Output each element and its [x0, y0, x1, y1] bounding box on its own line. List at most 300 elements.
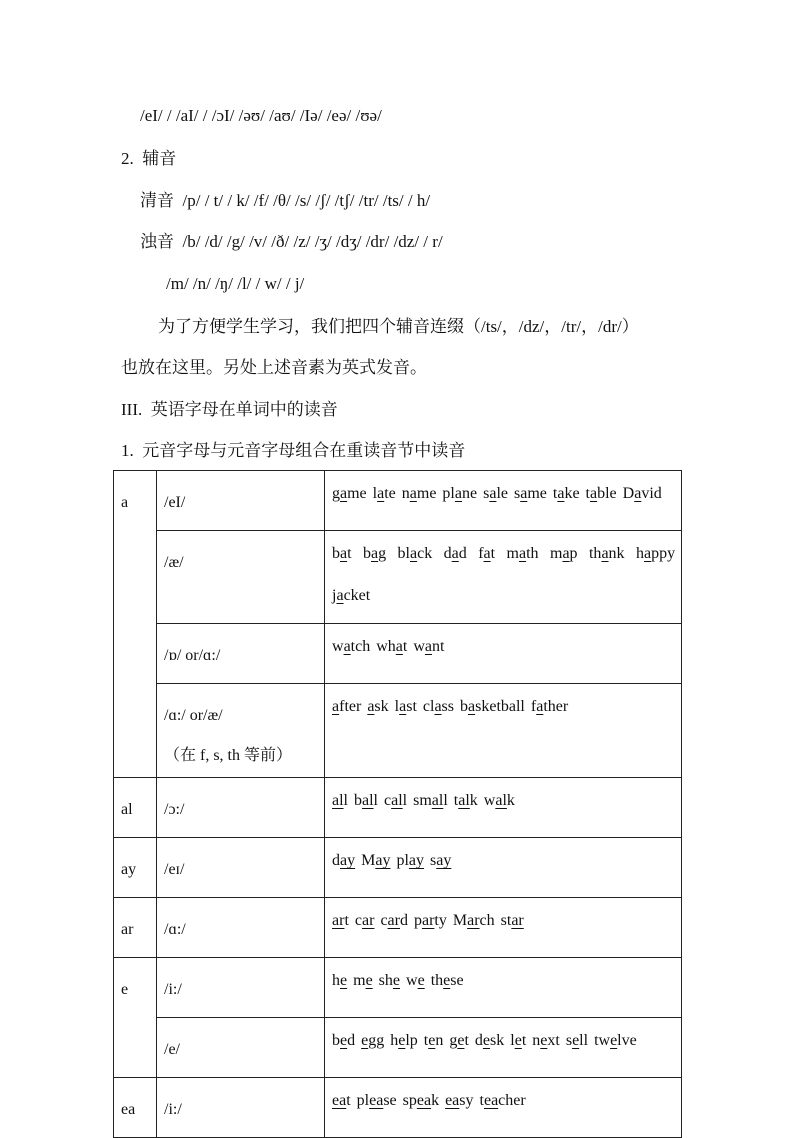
word-part: fter — [339, 698, 362, 715]
word-part: d — [443, 545, 452, 562]
table-row — [114, 838, 682, 898]
word-part: s — [513, 485, 521, 502]
word-part: t — [347, 545, 352, 562]
underlined-letters: e — [514, 1032, 522, 1049]
word-part: b — [460, 698, 468, 715]
voiceless-phonemes: /p/ / t/ / k/ /f/ /θ/ /s/ /ʃ/ /tʃ/ /tr/ /ts/ / h/ — [182, 191, 431, 210]
table-row — [114, 1018, 682, 1078]
sound-cell — [157, 838, 325, 898]
sound-text: /æ/ — [164, 554, 184, 571]
word-part: b — [332, 1032, 340, 1049]
underlined-letters: e — [361, 1032, 369, 1049]
word-part: ll — [579, 1032, 589, 1049]
word-part: c — [354, 912, 362, 929]
sound-cell — [157, 778, 325, 838]
word-part: w — [406, 972, 418, 989]
section-title: 英语字母在单词中的读音 — [150, 400, 338, 419]
example-words-cell — [325, 624, 682, 684]
underlined-letters: al — [495, 792, 507, 809]
underlined-letters: a — [434, 698, 442, 715]
example-word — [480, 1092, 526, 1109]
word-part: n — [401, 485, 410, 502]
example-word — [586, 485, 617, 502]
example-word — [431, 972, 464, 989]
underlined-letters: a — [468, 698, 476, 715]
underlined-letters: a — [451, 545, 459, 562]
sound-cell — [157, 684, 325, 778]
example-word — [361, 852, 390, 869]
word-part: me — [347, 485, 367, 502]
example-word — [384, 792, 407, 809]
example-word — [589, 545, 625, 562]
word-part: t — [464, 1032, 469, 1049]
example-words-cell — [325, 958, 682, 1018]
word-part: me — [416, 485, 437, 502]
word-part: ck — [417, 545, 433, 562]
underlined-letters: a — [340, 545, 348, 562]
example-word — [475, 1032, 504, 1049]
underlined-letters: e — [482, 1032, 491, 1049]
underlined-letters: ea — [369, 1092, 384, 1109]
underlined-letters: a — [601, 545, 609, 562]
letter-cell: ea — [114, 1078, 157, 1138]
letter-cell: al — [114, 778, 157, 838]
example-word — [332, 972, 347, 989]
underlined-letters: e — [540, 1032, 548, 1049]
underlined-letters: a — [371, 545, 379, 562]
word-part: nt — [432, 638, 445, 655]
example-word — [332, 852, 355, 869]
word-part: se — [450, 972, 464, 989]
example-word — [531, 698, 568, 715]
underlined-letters: ar — [332, 912, 345, 929]
example-word — [332, 1092, 351, 1109]
table-row — [114, 778, 682, 838]
example-word — [367, 698, 388, 715]
example-word — [442, 485, 477, 502]
word-part: f — [478, 545, 484, 562]
underlined-letters: e — [572, 1032, 580, 1049]
section-number: 2. — [121, 149, 134, 168]
underlined-letters: a — [409, 485, 417, 502]
sound-cell — [157, 1078, 325, 1138]
word-part: s — [483, 485, 490, 502]
word-part: sh — [378, 972, 393, 989]
section-number: III. — [121, 400, 143, 419]
table-row — [114, 531, 682, 624]
word-part: l — [373, 792, 378, 809]
example-word — [483, 485, 508, 502]
underlined-letters: e — [398, 1032, 406, 1049]
example-word — [636, 545, 675, 562]
voiceless-label: 清音 — [140, 191, 174, 210]
example-word — [406, 972, 425, 989]
word-part: vid — [641, 485, 662, 502]
word-part: st — [500, 912, 512, 929]
word-part: g — [332, 485, 340, 502]
underlined-letters: ar — [421, 912, 435, 929]
word-part: t — [423, 1032, 429, 1049]
underlined-letters: a — [336, 587, 344, 604]
word-part: b — [332, 545, 340, 562]
voiced-consonants-line — [140, 231, 443, 253]
underlined-letters: ar — [511, 912, 524, 929]
example-word — [413, 638, 444, 655]
underlined-letters: a — [562, 545, 570, 562]
word-part: p — [413, 912, 422, 929]
word-part: h — [332, 972, 340, 989]
sound-cell — [157, 898, 325, 958]
letter-cell: a — [114, 471, 157, 778]
word-part: ther — [543, 698, 569, 715]
word-part: ty — [434, 912, 447, 929]
word-part: le — [496, 485, 508, 502]
sound-cell — [157, 531, 325, 624]
example-word — [553, 485, 580, 502]
example-word — [396, 852, 424, 869]
word-part: cher — [498, 1092, 526, 1109]
example-word — [379, 972, 400, 989]
word-part: M — [452, 912, 468, 929]
example-words-cell — [325, 531, 682, 624]
word-part: te — [384, 485, 396, 502]
word-part: s — [430, 852, 437, 869]
table-row — [114, 898, 682, 958]
example-word — [445, 1092, 473, 1109]
word-part: tch — [350, 638, 371, 655]
word-part: n — [435, 1032, 444, 1049]
underlined-letters: e — [417, 972, 425, 989]
underlined-letters: a — [634, 485, 642, 502]
underlined-letters: ea — [416, 1092, 432, 1109]
word-part: gg — [368, 1032, 385, 1049]
word-part: k — [469, 792, 478, 809]
underlined-letters: a — [520, 485, 528, 502]
vowel-phoneme-line: /eI/ / /aI/ / /ɔI/ /əʊ/ /aʊ/ /Iə/ /eə/ /ʊə/ — [140, 106, 382, 125]
sound-cell — [157, 958, 325, 1018]
example-word — [566, 1032, 588, 1049]
example-word — [332, 792, 348, 809]
word-part: w — [332, 638, 344, 655]
underlined-letters: e — [610, 1032, 618, 1049]
underlined-letters: e — [428, 1032, 436, 1049]
word-part: d — [474, 1032, 483, 1049]
word-part: d — [399, 912, 408, 929]
word-part: xt — [547, 1032, 560, 1049]
underlined-letters: ay — [436, 852, 452, 869]
underlined-letters: ay — [408, 852, 425, 869]
word-part: l — [343, 792, 348, 809]
example-word — [332, 638, 370, 655]
example-word — [376, 638, 407, 655]
sound-text: /i:/ — [164, 981, 182, 998]
word-part: k — [506, 792, 515, 809]
letter-cell: ar — [114, 898, 157, 958]
word-part: l — [394, 698, 400, 715]
word-part: b — [363, 545, 371, 562]
word-part: t — [453, 792, 459, 809]
example-word — [357, 1092, 397, 1109]
underlined-letters: ay — [340, 852, 356, 869]
underlined-letters: ar — [387, 912, 400, 929]
example-word — [380, 912, 408, 929]
sound-text: /ɔ:/ — [164, 801, 185, 818]
word-part: w — [483, 792, 496, 809]
example-word — [332, 1032, 355, 1049]
word-part: l — [402, 792, 408, 809]
word-part: s — [565, 1032, 573, 1049]
underlined-letters: ea — [332, 1092, 347, 1109]
underlined-letters: ar — [467, 912, 480, 929]
word-part: j — [332, 587, 337, 604]
example-word — [363, 545, 386, 562]
sound-text: /ɒ/ or/ɑ:/ — [164, 647, 221, 664]
example-word — [332, 912, 349, 929]
sound-text: /eI/ — [164, 494, 186, 511]
word-part: sm — [413, 792, 432, 809]
sound-text: /i:/ — [164, 1101, 182, 1118]
underlined-letters: a — [332, 698, 340, 715]
underlined-letters: a — [399, 698, 407, 715]
underlined-letters: al — [391, 792, 403, 809]
word-part: d — [458, 545, 467, 562]
word-part: lve — [617, 1032, 637, 1049]
word-part: l — [510, 1032, 515, 1049]
word-part: w — [413, 638, 425, 655]
word-part: sk — [374, 698, 389, 715]
word-part: se — [383, 1092, 397, 1109]
word-part: p — [569, 545, 578, 562]
word-part: th — [430, 972, 444, 989]
underlined-letters: ea — [483, 1092, 499, 1109]
example-words-cell — [325, 1078, 682, 1138]
subsection-number: 1. — [121, 441, 134, 460]
underlined-letters: ar — [362, 912, 375, 929]
underlined-letters: a — [343, 638, 351, 655]
word-part: M — [361, 852, 376, 869]
word-part: b — [354, 792, 362, 809]
underlined-letters: ay — [375, 852, 391, 869]
voiced-phonemes: /b/ /d/ /g/ /v/ /ð/ /z/ /ʒ/ /dʒ/ /dr/ /dz/ / r/ — [182, 232, 443, 251]
example-words-cell — [325, 838, 682, 898]
word-part: d — [347, 1032, 356, 1049]
word-part: n — [532, 1032, 541, 1049]
word-part: t — [402, 638, 408, 655]
word-part: tw — [594, 1032, 611, 1049]
example-word — [353, 972, 373, 989]
word-part: sy — [459, 1092, 474, 1109]
letter-cell: e — [114, 958, 157, 1078]
word-part: c — [380, 912, 388, 929]
underlined-letters: a — [340, 485, 348, 502]
underlined-letters: ea — [445, 1092, 460, 1109]
word-part: ch — [479, 912, 495, 929]
underlined-letters: a — [557, 485, 565, 502]
example-word — [507, 545, 539, 562]
sound-text: /ɑ:/ — [164, 921, 186, 938]
voiced-consonants-continued: /m/ /n/ /ŋ/ /l/ / w/ / j/ — [166, 274, 305, 293]
word-part: nk — [608, 545, 625, 562]
underlined-letters: al — [458, 792, 470, 809]
word-part: pl — [396, 852, 409, 869]
example-word — [532, 1032, 560, 1049]
example-word — [403, 1092, 439, 1109]
underlined-letters: a — [424, 638, 433, 655]
section-heading-consonants — [121, 148, 176, 170]
word-part: g — [378, 545, 387, 562]
example-word — [444, 545, 467, 562]
sound-cell — [157, 624, 325, 684]
word-part: t — [585, 485, 590, 502]
example-word — [373, 485, 396, 502]
example-words-cell — [325, 778, 682, 838]
table-row — [114, 624, 682, 684]
example-word — [550, 545, 578, 562]
letter-pronunciation-table — [113, 470, 682, 1138]
underlined-letters: a — [395, 638, 403, 655]
word-part: t — [521, 1032, 527, 1049]
example-word — [430, 852, 451, 869]
underlined-letters: a — [454, 485, 462, 502]
example-word — [354, 792, 378, 809]
word-part: sp — [402, 1092, 417, 1109]
word-part: g — [449, 1032, 458, 1049]
example-word — [510, 1032, 526, 1049]
underlined-letters: e — [392, 972, 401, 989]
word-part: wh — [376, 638, 396, 655]
example-word — [390, 1032, 418, 1049]
example-word — [478, 545, 495, 562]
example-word — [332, 485, 367, 502]
word-part: th — [588, 545, 602, 562]
section-title: 辅音 — [142, 149, 177, 168]
word-part: st — [406, 698, 417, 715]
underlined-letters: a — [536, 698, 544, 715]
word-part: cl — [422, 698, 435, 715]
word-part: t — [346, 1092, 351, 1109]
word-part: m — [506, 545, 519, 562]
underlined-letters: e — [457, 1032, 465, 1049]
voiceless-consonants-line — [140, 190, 430, 212]
sound-text: /e/ — [164, 1041, 180, 1058]
sound-cell — [157, 471, 325, 531]
word-part: me — [527, 485, 547, 502]
example-words-cell — [325, 898, 682, 958]
underlined-letters: e — [365, 972, 373, 989]
word-part: ne — [461, 485, 478, 502]
word-part: th — [526, 545, 539, 562]
sound-text: /eɪ/ — [164, 861, 185, 878]
word-part: ke — [564, 485, 580, 502]
word-part: pl — [356, 1092, 370, 1109]
example-word — [501, 912, 524, 929]
example-word — [332, 698, 361, 715]
underlined-letters: al — [362, 792, 374, 809]
word-part: m — [353, 972, 366, 989]
underlined-letters: a — [410, 545, 418, 562]
letter-cell: ay — [114, 838, 157, 898]
underlined-letters: e — [443, 972, 451, 989]
example-word — [423, 698, 454, 715]
word-part: bl — [397, 545, 410, 562]
word-part: k — [431, 1092, 440, 1109]
word-part: ppy — [651, 545, 676, 562]
example-word — [594, 1032, 637, 1049]
word-part: h — [635, 545, 644, 562]
voiced-label: 浊音 — [140, 232, 174, 251]
paragraph-line-2: 也放在这里。另处上述音素为英式发音。 — [121, 358, 427, 377]
word-part: ble — [597, 485, 617, 502]
table-row — [114, 471, 682, 531]
example-word — [398, 545, 433, 562]
example-word — [332, 587, 370, 604]
word-part: pl — [442, 485, 455, 502]
sound-cell — [157, 1018, 325, 1078]
example-word — [414, 912, 447, 929]
word-part: c — [384, 792, 392, 809]
example-words-cell — [325, 471, 682, 531]
example-word — [402, 485, 437, 502]
example-word — [355, 912, 375, 929]
example-word — [361, 1032, 384, 1049]
word-part: t — [344, 912, 349, 929]
underlined-letters: a — [367, 698, 375, 715]
underlined-letters: a — [518, 545, 527, 562]
sound-note: （在 f, s, th 等前） — [164, 747, 293, 764]
underlined-letters: a — [489, 485, 497, 502]
example-word — [514, 485, 547, 502]
section-heading-letters — [121, 399, 338, 421]
word-part: l — [372, 485, 378, 502]
word-part: h — [390, 1032, 399, 1049]
word-part: lp — [405, 1032, 418, 1049]
sound-text: /ɑ:/ or/æ/ — [164, 707, 223, 724]
word-part: sketball — [475, 698, 525, 715]
word-part: D — [622, 485, 635, 502]
word-part: m — [549, 545, 563, 562]
word-part: sk — [490, 1032, 505, 1049]
word-part: t — [552, 485, 558, 502]
example-word — [460, 698, 525, 715]
example-word — [449, 1032, 469, 1049]
underlined-letters: e — [340, 1032, 348, 1049]
underlined-letters: e — [340, 972, 348, 989]
example-words-cell — [325, 684, 682, 778]
word-part: f — [530, 698, 537, 715]
underlined-letters: a — [643, 545, 652, 562]
example-word — [454, 792, 478, 809]
table-row — [114, 958, 682, 1018]
example-word — [332, 545, 352, 562]
example-word — [395, 698, 417, 715]
word-part: t — [490, 545, 496, 562]
underlined-letters: al — [332, 792, 344, 809]
underlined-letters: a — [483, 545, 491, 562]
underlined-letters: a — [590, 485, 598, 502]
example-word — [623, 485, 662, 502]
example-word — [413, 792, 448, 809]
example-word — [484, 792, 515, 809]
subsection-title: 元音字母与元音字母组合在重读音节中读音 — [142, 441, 466, 460]
paragraph-line-1: 为了方便学生学习，我们把四个辅音连缀（/ts/，/dz/，/tr/，/dr/） — [158, 317, 639, 336]
underlined-letters: al — [431, 792, 444, 809]
word-part: d — [332, 852, 340, 869]
underlined-letters: a — [377, 485, 385, 502]
table-row — [114, 684, 682, 778]
subsection-heading — [121, 440, 465, 462]
example-word — [424, 1032, 444, 1049]
table-row — [114, 1078, 682, 1138]
